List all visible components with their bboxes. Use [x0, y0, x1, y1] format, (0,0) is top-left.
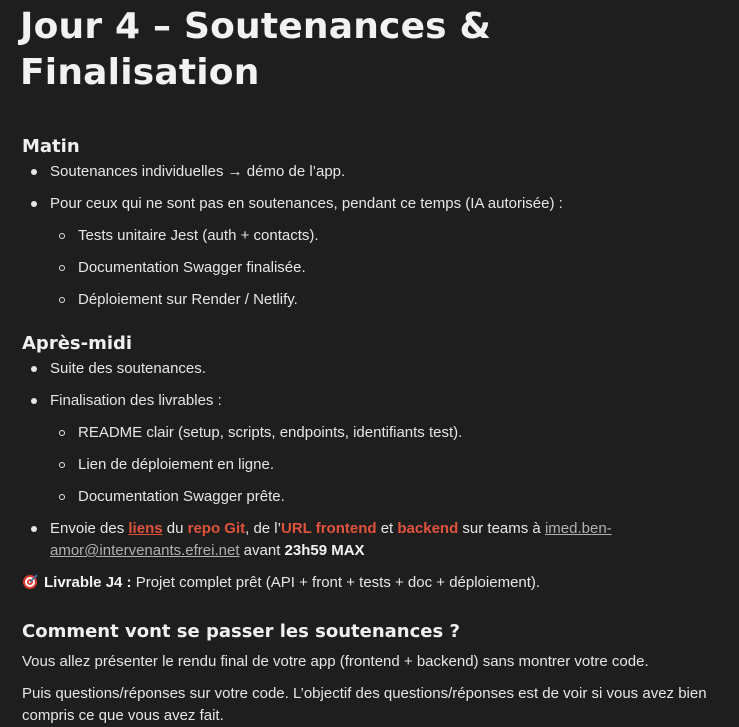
page-title: Jour 4 – Soutenances & Finalisation [20, 6, 492, 93]
section-heading-matin: Matin [22, 136, 80, 157]
list-item-text: Finalisation des livrables : [50, 392, 222, 409]
text-run: sur teams à [458, 520, 545, 537]
text-run: du [162, 520, 188, 537]
list-item-text: Pour ceux qui ne sont pas en soutenances, pendant ce temps (IA autorisée) : [50, 195, 563, 212]
target-icon [22, 574, 38, 590]
sub-list-item: Déploiement sur Render / Netlify. [50, 289, 717, 311]
repo-git-highlight: repo Git [187, 520, 246, 537]
paragraph: Vous allez présenter le rendu final de votre app (frontend + backend) sans montrer votre code. [22, 653, 649, 670]
sub-list-item: Documentation Swagger prête. [50, 486, 717, 508]
text-run: avant [239, 542, 285, 559]
livrable-label: Livrable J4 : [44, 574, 132, 591]
section-heading-comment: Comment vont se passer les soutenances ? [22, 621, 460, 642]
deadline-text: 23h59 MAX [284, 542, 365, 559]
sub-list-item: Documentation Swagger finalisée. [50, 257, 717, 279]
apres-midi-list [22, 358, 717, 562]
matin-list [22, 161, 717, 311]
url-frontend-highlight: URL frontend [280, 520, 377, 537]
email-link[interactable]: imed.ben-amor@intervenants.efrei.net [50, 520, 612, 559]
paragraph: Puis questions/réponses sur votre code. L’objectif des questions/réponses est de voir si vous avez bien compris ce que vous avez fait. [22, 685, 707, 724]
liens-link[interactable]: liens [128, 520, 163, 537]
apres-midi-sublist [50, 422, 717, 508]
section-heading-apres-midi: Après-midi [22, 333, 133, 354]
list-item [22, 161, 717, 183]
list-item [22, 358, 717, 380]
list-item-text: Soutenances individuelles → démo de l’app. [50, 163, 346, 180]
text-run: , de l’ [245, 520, 281, 537]
backend-highlight: backend [397, 520, 459, 537]
sub-list-item: Tests unitaire Jest (auth + contacts). [50, 225, 717, 247]
livrable-line [22, 572, 717, 594]
matin-sublist [50, 225, 717, 311]
list-item [22, 193, 717, 311]
list-item-envoi [22, 518, 717, 562]
livrable-text: Projet complet prêt (API + front + tests + doc + déploiement). [131, 574, 541, 591]
sub-list-item: Lien de déploiement en ligne. [50, 454, 717, 476]
text-run: et [376, 520, 398, 537]
text-run: Envoie des [50, 520, 129, 537]
sub-list-item: README clair (setup, scripts, endpoints, identifiants test). [50, 422, 717, 444]
list-item [22, 390, 717, 508]
list-item-text: Suite des soutenances. [50, 360, 206, 377]
